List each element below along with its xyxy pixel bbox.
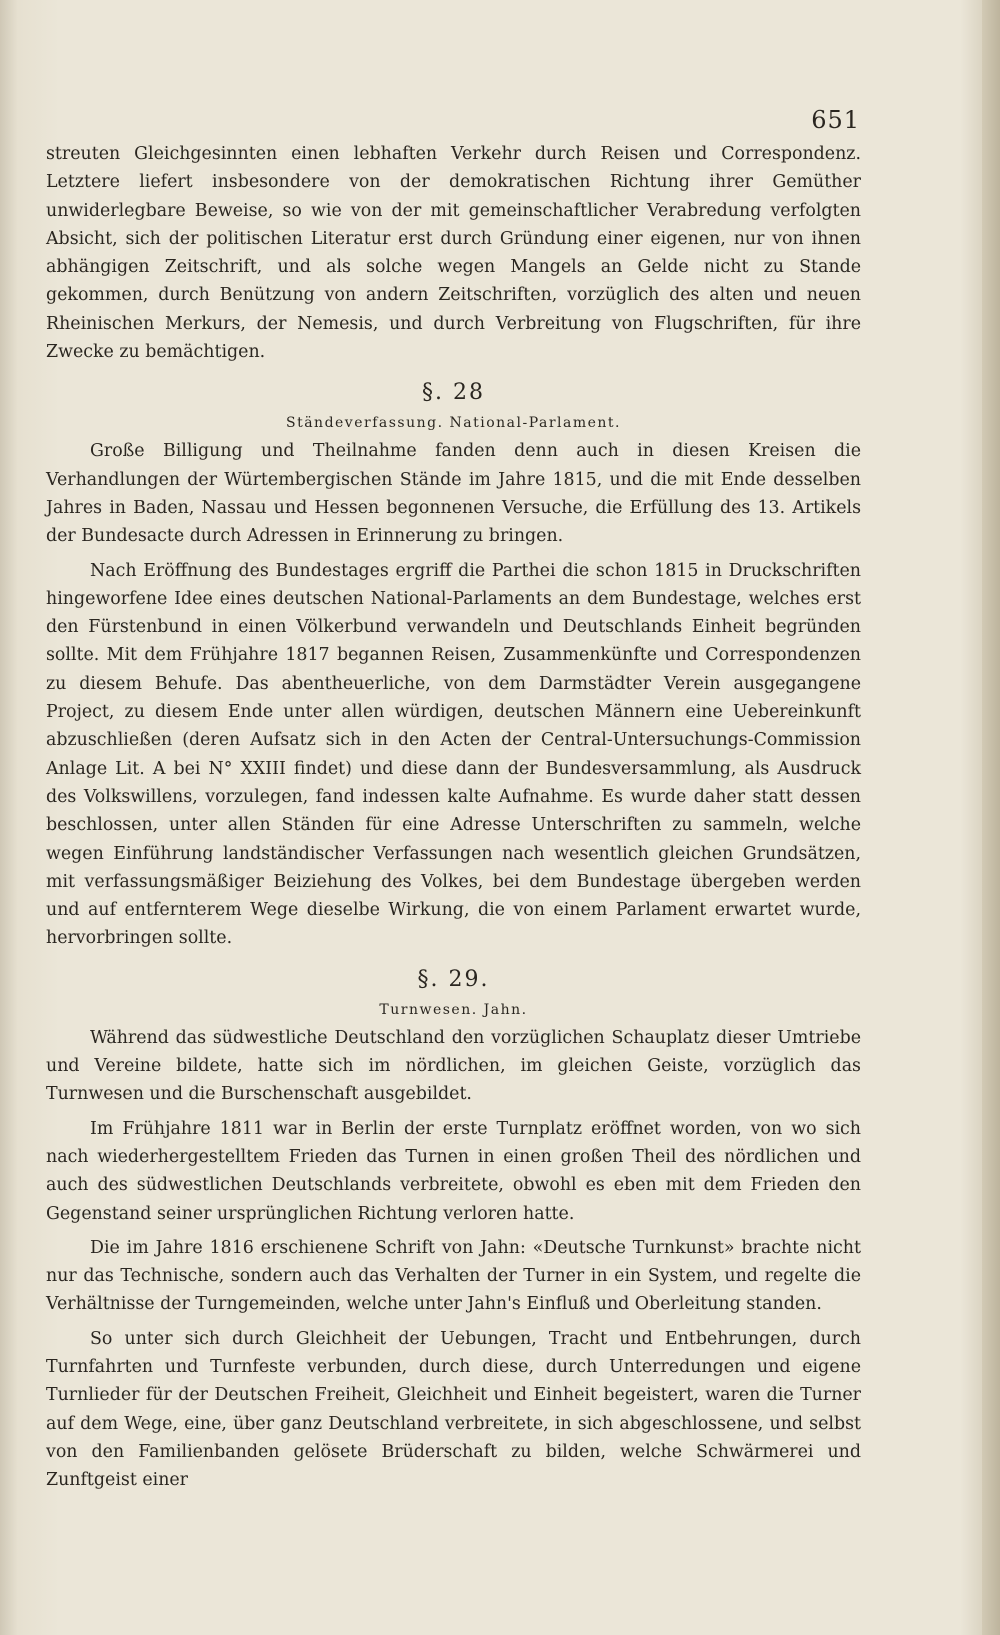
page-content [46,140,861,1494]
section-29-paragraph: So unter sich durch Gleichheit der Uebungen, Tracht und Entbehrungen, durch Turnfahrten und Turnfeste verbunden, durch diese, durch Unterredungen und eigene Turnlieder für der Deutschen Freiheit, Gleichheit und Einheit begeistert, waren die Turner auf dem Wege, eine, über ganz Deutschland verbreitete, in sich abgeschlossene, und selbst von den Familienbanden gelösete Brüderschaft zu bilden, welche Schwärmerei und Zunftgeist einer [46,1328,861,1491]
section-29-paragraph: Die im Jahre 1816 erschienene Schrift von Jahn: «Deutsche Turnkunst» brachte nicht nur das Technische, sondern auch das Verhalten der Turner in ein System, und regelte die Verhältnisse der Turngemeinden, welche unter Jahn's Einfluß und Oberleitung standen. [46,1237,861,1315]
page-number: 651 [811,106,860,134]
book-spine [982,0,1000,1635]
section-29-number: §. 29. [417,966,490,992]
section-29-paragraph: Während das südwestliche Deutschland den vorzüglichen Schauplatz dieser Umtriebe und Vereine bildete, hatte sich im nördlichen, im gleichen Geiste, vorzüglich das Turnwesen und die Burschenschaft ausgebildet. [46,1027,861,1105]
section-29-title: Turnwesen. Jahn. [379,1001,528,1018]
section-28-paragraph: Nach Eröffnung des Bundestages ergriff die Parthei die schon 1815 in Druckschriften hingeworfene Idee eines deutschen National-Parlaments an dem Bundestage, welches erst den Fürstenbund in einen Völkerbund verwandeln und Deutschlands Einheit begründen sollte. Mit dem Frühjahre 1817 begannen Reisen, Zusammenkünfte und Correspondenzen zu diesem Behufe. Das abentheuerliche, von dem Darmstädter Verein ausgegangene Project, zu diesem Ende unter allen würdigen, deutschen Männern eine Uebereinkunft abzuschließen (deren Aufsatz sich in den Acten der Central-Untersuchungs-Commission Anlage Lit. A bei N° XXIII findet) und diese dann der Bundesversammlung, als Ausdruck des Volkswillens, vorzulegen, fand indessen kalte Aufnahme. Es wurde daher statt dessen beschlossen, unter allen Ständen für eine Adresse Unterschriften zu sammeln, welche wegen Einführung landständischer Verfassungen nach wesentlich gleichen Grundsätzen, mit verfassungsmäßiger Beiziehung des Volkes, bei dem Bundestage übergeben werden und auf entfernterem Wege dieselbe Wirkung, die von einem Parlament erwartet wurde, hervorbringen sollte. [46,560,861,949]
section-28-paragraph: Große Billigung und Theilnahme fanden denn auch in diesen Kreisen die Verhandlungen der Würtembergischen Stände im Jahre 1815, und die mit Ende desselben Jahres in Baden, Nassau und Hessen begonnenen Versuche, die Erfüllung des 13. Artikels der Bundesacte durch Adressen in Erinnerung zu bringen. [46,441,861,547]
paragraph-continuation: streuten Gleichgesinnten einen lebhaften Verkehr durch Reisen und Correspondenz. Letztere liefert insbesondere von der demokratischen Richtung ihrer Gemüther unwiderlegbare Beweise, so wie von der mit gemeinschaftlicher Verabredung verfolgten Absicht, sich der politischen Literatur erst durch Gründung einer eigenen, nur von ihnen abhängigen Zeitschrift, und als solche wegen Mangels an Gelde nicht zu Stande gekommen, durch Benützung von andern Zeitschriften, vorzüglich des alten und neuen Rheinischen Merkurs, der Nemesis, und durch Verbreitung von Flugschriften, für ihre Zwecke zu bemächtigen. [46,144,861,363]
section-28-title: Ständeverfassung. National-Parlament. [285,415,621,432]
section-29-paragraph: Im Frühjahre 1811 war in Berlin der erste Turnplatz eröffnet worden, von wo sich nach wiederhergestelltem Frieden das Turnen in einen großen Theil des nördlichen und auch des südwestlichen Deutschlands verbreitete, obwohl es eben mit dem Frieden den Gegenstand seiner ursprünglichen Richtung verloren hatte. [46,1118,861,1224]
section-28-number: §. 28 [422,380,485,406]
